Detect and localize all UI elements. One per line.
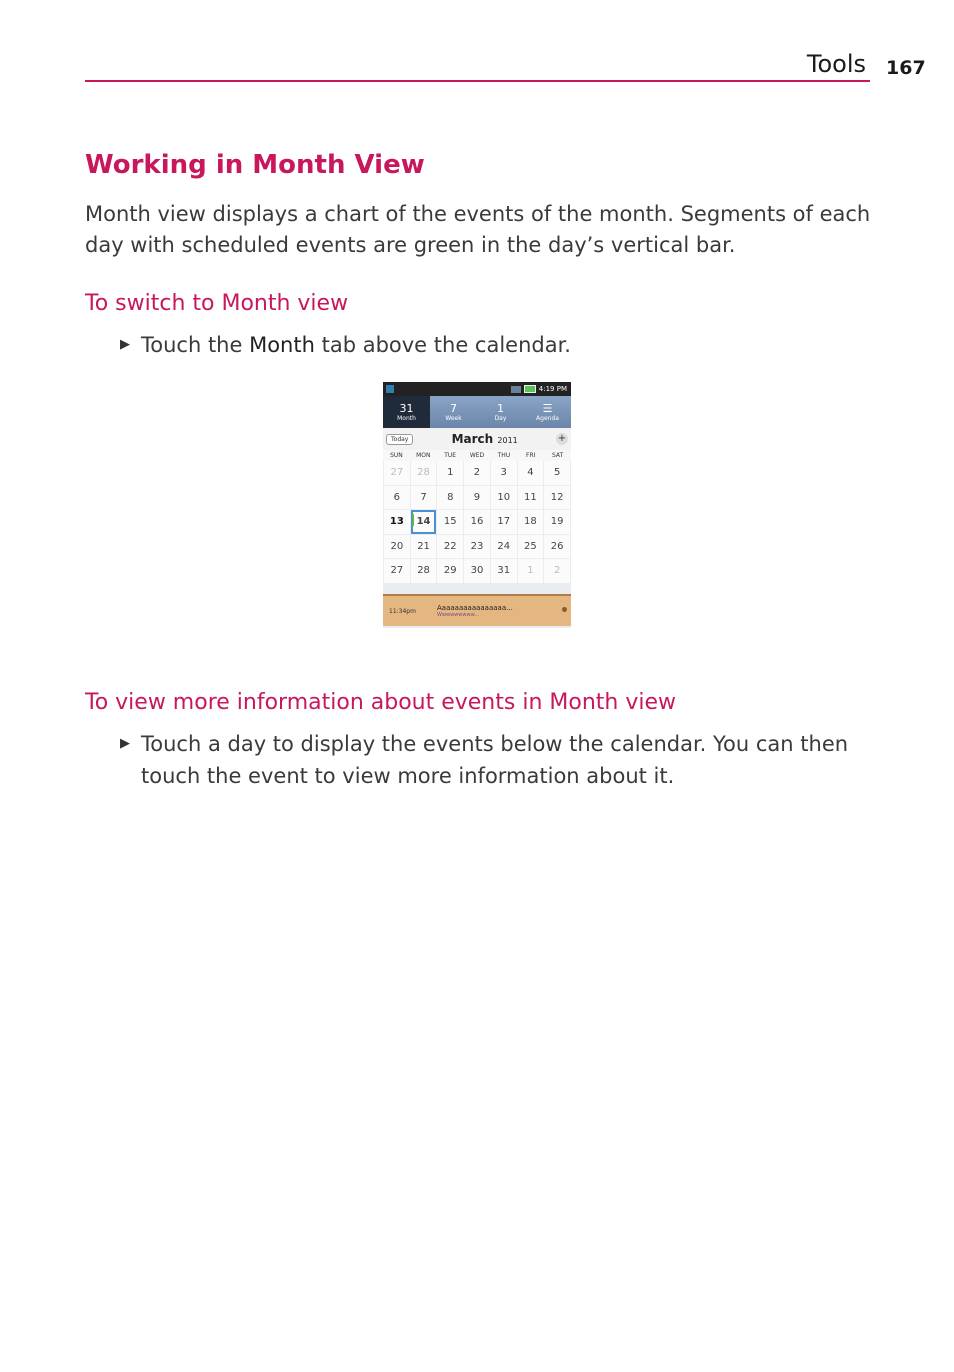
month-year-label: March 2011 bbox=[451, 432, 518, 446]
bullet-switch-month bbox=[120, 329, 850, 361]
day-number: 26 bbox=[550, 540, 564, 552]
header-section-title: Tools bbox=[806, 50, 866, 78]
subheading-more-info: To view more information about events in Month view bbox=[85, 690, 676, 715]
event-subtitle: Wwwwwwwww... bbox=[437, 612, 479, 618]
day-cell[interactable] bbox=[437, 486, 463, 510]
day-number: 9 bbox=[473, 491, 481, 503]
day-number: 2 bbox=[553, 565, 561, 577]
day-number: 27 bbox=[390, 467, 404, 479]
day-cell[interactable] bbox=[544, 510, 570, 534]
day-number: 13 bbox=[389, 516, 404, 528]
day-number: 31 bbox=[497, 565, 511, 577]
weekday-label: MON bbox=[416, 452, 431, 459]
day-number: 29 bbox=[443, 565, 457, 577]
day-cell[interactable] bbox=[544, 461, 570, 485]
status-bar bbox=[383, 382, 571, 396]
calendar-screenshot bbox=[383, 382, 571, 628]
tab-label: Agenda bbox=[536, 414, 559, 422]
day-cell[interactable] bbox=[544, 535, 570, 559]
signal-icon bbox=[511, 386, 521, 393]
calendar-header bbox=[383, 428, 571, 450]
day-number: 21 bbox=[417, 540, 430, 552]
section-heading-month-view: Working in Month View bbox=[85, 150, 425, 180]
day-number: 6 bbox=[393, 491, 401, 503]
day-number: 10 bbox=[497, 491, 511, 503]
day-cell[interactable] bbox=[491, 486, 517, 510]
day-cell[interactable] bbox=[491, 535, 517, 559]
day-number: 24 bbox=[497, 540, 511, 552]
day-number: 16 bbox=[470, 516, 484, 528]
day-number: 18 bbox=[524, 516, 537, 528]
weekday-label: THU bbox=[497, 452, 511, 459]
bullet-arrow-icon: ▶ bbox=[120, 337, 130, 352]
tab-month[interactable] bbox=[383, 396, 430, 428]
day-cell[interactable] bbox=[411, 510, 437, 534]
day-cell[interactable] bbox=[544, 486, 570, 510]
day-number: 11 bbox=[524, 491, 537, 503]
day-number: 3 bbox=[500, 467, 507, 479]
day-number: 1 bbox=[527, 565, 534, 577]
day-cell[interactable] bbox=[384, 535, 410, 559]
notification-icon bbox=[386, 385, 394, 393]
day-cell[interactable] bbox=[518, 461, 544, 485]
day-cell[interactable] bbox=[411, 559, 437, 583]
day-cell[interactable] bbox=[491, 461, 517, 485]
day-number: 30 bbox=[470, 565, 484, 577]
day-cell[interactable] bbox=[491, 510, 517, 534]
day-cell[interactable] bbox=[437, 461, 463, 485]
month-view-description: Month view displays a chart of the events of the month. Segments of each day with scheduled events are green in the day’s vertical bar. bbox=[85, 202, 871, 257]
day-cell[interactable] bbox=[518, 559, 544, 583]
event-list-item[interactable] bbox=[383, 594, 571, 626]
tab-week[interactable] bbox=[430, 396, 477, 428]
day-number: 19 bbox=[550, 516, 564, 528]
agenda-icon: ☰ bbox=[542, 401, 553, 415]
tab-label: Day bbox=[494, 414, 507, 422]
day-cell[interactable] bbox=[518, 510, 544, 534]
day-cell[interactable] bbox=[491, 559, 517, 583]
day-number: 1 bbox=[447, 467, 454, 479]
event-status-dot-icon bbox=[562, 607, 567, 612]
tab-day[interactable] bbox=[477, 396, 524, 428]
day-cell[interactable] bbox=[411, 486, 437, 510]
subheading-switch-month-view: To switch to Month view bbox=[85, 291, 349, 316]
day-cell[interactable] bbox=[518, 486, 544, 510]
day-number: 28 bbox=[417, 467, 430, 479]
bullet-text-pre: Touch the bbox=[141, 333, 250, 357]
weekday-label: SUN bbox=[390, 452, 403, 459]
day-cell[interactable] bbox=[437, 559, 463, 583]
weekday-label: WED bbox=[469, 452, 485, 459]
day-number: 2 bbox=[473, 467, 481, 479]
day-number: 17 bbox=[497, 516, 511, 528]
calendar-7-icon: 7 bbox=[450, 401, 457, 415]
day-cell[interactable] bbox=[464, 535, 490, 559]
weekday-row bbox=[383, 450, 571, 461]
day-number: 12 bbox=[550, 491, 564, 503]
day-number: 4 bbox=[527, 467, 534, 479]
status-time: 4:19 PM bbox=[538, 385, 567, 393]
bullet-text-post: tab above the calendar. bbox=[314, 333, 571, 357]
event-segment bbox=[412, 514, 414, 526]
day-cell[interactable] bbox=[384, 461, 410, 485]
day-number: 20 bbox=[390, 540, 404, 552]
day-number: 28 bbox=[417, 565, 430, 577]
bullet-arrow-icon: ▶ bbox=[120, 736, 130, 751]
bullet-more-info-text: Touch a day to display the events below the calendar. You can then touch the event to view more information about it. bbox=[141, 732, 849, 788]
tab-agenda[interactable] bbox=[524, 396, 571, 428]
today-button[interactable]: Today bbox=[386, 434, 413, 445]
page-number: 167 bbox=[886, 57, 926, 79]
weekday-label: FRI bbox=[526, 452, 536, 459]
day-number: 5 bbox=[553, 467, 561, 479]
day-cell[interactable] bbox=[464, 559, 490, 583]
day-cell[interactable] bbox=[464, 510, 490, 534]
day-number: 14 bbox=[416, 516, 431, 528]
day-cell[interactable] bbox=[411, 461, 437, 485]
weekday-label: TUE bbox=[444, 452, 457, 459]
day-cell[interactable] bbox=[464, 486, 490, 510]
bullet-more-info bbox=[120, 728, 850, 792]
day-cell[interactable] bbox=[518, 535, 544, 559]
day-number: 22 bbox=[443, 540, 457, 552]
day-cell[interactable] bbox=[384, 559, 410, 583]
day-cell[interactable] bbox=[437, 535, 463, 559]
tab-label: Week bbox=[445, 414, 462, 422]
day-cell[interactable] bbox=[411, 535, 437, 559]
tab-label: Month bbox=[397, 414, 416, 422]
day-number: 15 bbox=[443, 516, 457, 528]
month-grid bbox=[383, 461, 571, 583]
add-event-button[interactable]: + bbox=[557, 433, 567, 444]
view-tabs bbox=[383, 396, 571, 428]
weekday-label: SAT bbox=[551, 452, 564, 459]
day-number: 25 bbox=[524, 540, 537, 552]
calendar-1-icon: 1 bbox=[497, 401, 504, 415]
day-cell[interactable] bbox=[437, 510, 463, 534]
event-title: Aaaaaaaaaaaaaaaa... bbox=[437, 604, 513, 612]
month-tab-term: Month bbox=[249, 333, 315, 357]
battery-icon bbox=[524, 385, 536, 393]
day-cell[interactable] bbox=[384, 510, 410, 534]
event-time: 11:34pm bbox=[389, 607, 416, 615]
header-rule bbox=[85, 80, 870, 82]
day-number: 23 bbox=[470, 540, 484, 552]
day-cell[interactable] bbox=[544, 559, 570, 583]
day-number: 27 bbox=[390, 565, 404, 577]
day-number: 8 bbox=[447, 491, 454, 503]
day-number: 7 bbox=[420, 491, 427, 503]
calendar-31-icon: 31 bbox=[399, 401, 414, 415]
day-cell[interactable] bbox=[384, 486, 410, 510]
day-cell[interactable] bbox=[464, 461, 490, 485]
